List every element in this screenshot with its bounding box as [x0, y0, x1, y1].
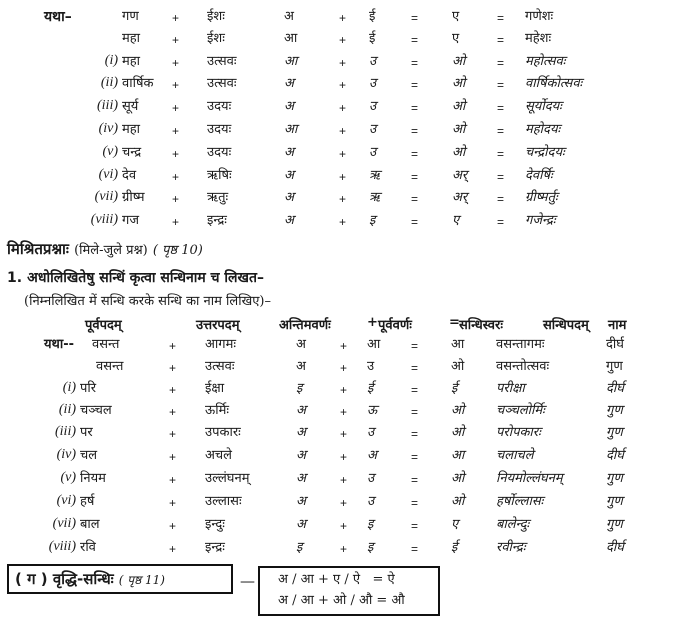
uttarapadam-cell: ईक्षा [205, 381, 225, 396]
purvavarna-cell: उ [367, 359, 375, 374]
equals-sign: = [411, 78, 419, 92]
plus-sign: + [339, 124, 347, 138]
result-word: महोदयः [525, 122, 561, 137]
result-vowel: ओ [452, 122, 466, 137]
equals-sign: = [497, 124, 505, 138]
initial-vowel: इ [369, 213, 376, 228]
equals-sign: = [497, 78, 505, 92]
plus-sign: + [340, 361, 348, 375]
plus-sign: + [172, 170, 180, 184]
row-number: (vii) [52, 516, 76, 531]
antimavarna-cell: अ [296, 359, 306, 374]
result-word: देवर्षिः [525, 168, 553, 183]
uttarapadam-cell: इन्दुः [205, 517, 225, 532]
first-word: सूर्य [122, 99, 139, 114]
result-word: चन्द्रोदयः [525, 145, 565, 160]
initial-vowel: उ [369, 122, 377, 137]
sandhisvara-cell: ओ [451, 425, 465, 440]
equals-sign: = [411, 215, 419, 229]
plus-sign: + [169, 473, 177, 487]
initial-vowel: उ [369, 54, 377, 69]
second-word: उदयः [207, 122, 232, 137]
mixed-title: मिश्रितप्रश्नाः [7, 240, 69, 258]
question-number: 1. [7, 270, 23, 286]
purvapadam-cell: रवि [80, 540, 96, 555]
vriddhi-rules-box [258, 566, 440, 616]
plus-sign: + [169, 450, 177, 464]
initial-vowel: ई [369, 31, 376, 46]
final-vowel: अ [284, 190, 294, 205]
second-word: उदयः [207, 99, 232, 114]
final-vowel: अ [284, 99, 294, 114]
equals-sign: = [411, 427, 419, 441]
antimavarna-cell: अ [296, 337, 306, 352]
sandhisvara-cell: आ [451, 448, 465, 463]
naam-cell: दीर्घ [606, 540, 624, 555]
sandhipadam-cell: परोपकारः [496, 425, 541, 440]
purvapadam-cell: वसन्त [92, 337, 120, 352]
header-equals: = [449, 315, 460, 330]
final-vowel: अ [284, 76, 294, 91]
plus-sign: + [339, 56, 347, 70]
result-vowel: ए [452, 31, 460, 46]
antimavarna-cell: इ [296, 381, 303, 396]
naam-cell: गुण [606, 425, 623, 440]
first-word: महा [122, 31, 141, 46]
antimavarna-cell: अ [296, 403, 306, 418]
plus-sign: + [340, 450, 348, 464]
equals-sign: = [411, 124, 419, 138]
plus-sign: + [340, 383, 348, 397]
plus-sign: + [339, 11, 347, 25]
final-vowel: अ [284, 9, 294, 24]
plus-sign: + [339, 170, 347, 184]
equals-sign: = [411, 33, 419, 47]
initial-vowel: उ [369, 145, 377, 160]
uttarapadam-cell: आगमः [205, 337, 237, 352]
plus-sign: + [172, 33, 180, 47]
result-word: वार्षिकोत्सवः [525, 76, 583, 91]
uttarapadam-cell: उपकारः [205, 425, 241, 440]
plus-sign: + [172, 56, 180, 70]
row-number: (viii) [90, 212, 118, 227]
header-antimavarna: अन्तिमवर्णः [279, 318, 331, 333]
row-number: (vii) [94, 189, 118, 204]
final-vowel: आ [284, 31, 298, 46]
mixed-questions-heading [7, 239, 203, 259]
purvavarna-cell: इ [367, 517, 374, 532]
result-word: महोत्सवः [525, 54, 566, 69]
row-number: (iii) [97, 98, 118, 113]
antimavarna-cell: अ [296, 494, 306, 509]
uttarapadam-cell: ऊर्मिः [205, 403, 229, 418]
plus-sign: + [340, 496, 348, 510]
equals-sign: = [411, 383, 419, 397]
result-vowel: अर् [452, 168, 468, 183]
sandhisvara-cell: ओ [451, 359, 465, 374]
row-number: (vi) [98, 167, 118, 182]
result-vowel: अर् [452, 190, 468, 205]
dash-separator: — [240, 572, 255, 590]
uttarapadam-cell: उल्लासः [205, 494, 242, 509]
equals-sign: = [411, 519, 419, 533]
mixed-subtitle: (मिले-जुले प्रश्न) [74, 243, 148, 258]
equals-sign: = [411, 192, 419, 206]
header-purvapadam: पूर्वपदम् [85, 318, 122, 333]
purvapadam-cell: चञ्चल [80, 403, 112, 418]
purvavarna-cell: उ [367, 425, 375, 440]
naam-cell: गुण [606, 403, 623, 418]
naam-cell: दीर्घ [606, 381, 624, 396]
sandhisvara-cell: ई [451, 381, 458, 396]
initial-vowel: उ [369, 99, 377, 114]
row-number: (iii) [55, 424, 76, 439]
equals-sign: = [497, 147, 505, 161]
plus-sign: + [172, 147, 180, 161]
second-word: इन्द्रः [207, 213, 227, 228]
equals-sign: = [411, 339, 419, 353]
row-number: (v) [102, 144, 118, 159]
equals-sign: = [411, 450, 419, 464]
first-word: महा [122, 54, 141, 69]
plus-sign: + [169, 361, 177, 375]
equals-sign: = [411, 473, 419, 487]
first-word: महा [122, 122, 141, 137]
plus-sign: + [339, 101, 347, 115]
plus-sign: + [169, 427, 177, 441]
purvapadam-cell: पर [80, 425, 93, 440]
initial-vowel: उ [369, 76, 377, 91]
plus-sign: + [340, 339, 348, 353]
vriddhi-rule-2: अ / आ + ओ / औ = औ [278, 593, 405, 608]
plus-sign: + [169, 519, 177, 533]
first-word: ग्रीष्म [122, 190, 145, 205]
purvavarna-cell: इ [367, 540, 374, 555]
plus-sign: + [169, 383, 177, 397]
first-word: देव [122, 168, 137, 183]
sandhipadam-cell: रवीन्द्रः [496, 540, 526, 555]
final-vowel: अ [284, 145, 294, 160]
plus-sign: + [340, 473, 348, 487]
vriddhi-heading-box [7, 564, 233, 594]
equals-sign: = [411, 405, 419, 419]
plus-sign: + [169, 405, 177, 419]
equals-sign: = [411, 147, 419, 161]
naam-cell: गुण [606, 494, 623, 509]
naam-cell: गुण [606, 471, 623, 486]
final-vowel: अ [284, 213, 294, 228]
plus-sign: + [339, 192, 347, 206]
sandhipadam-cell: हर्षोल्लासः [496, 494, 544, 509]
vriddhi-page-ref: ( पृष्ठ 11) [118, 573, 165, 587]
uttarapadam-cell: इन्द्रः [205, 540, 225, 555]
second-word: उदयः [207, 145, 232, 160]
final-vowel: आ [284, 122, 298, 137]
plus-sign: + [169, 339, 177, 353]
sandhipadam-cell: चलाचले [496, 448, 534, 463]
plus-sign: + [339, 33, 347, 47]
purvavarna-cell: उ [367, 471, 375, 486]
row-number: (ii) [58, 402, 76, 417]
question-1 [7, 267, 264, 287]
equals-sign: = [497, 215, 505, 229]
initial-vowel: ऋ [369, 190, 381, 205]
equals-sign: = [497, 33, 505, 47]
final-vowel: अ [284, 168, 294, 183]
initial-vowel: ई [369, 9, 376, 24]
sandhipadam-cell: बालेन्दुः [496, 517, 530, 532]
plus-sign: + [172, 124, 180, 138]
plus-sign: + [340, 542, 348, 556]
antimavarna-cell: इ [296, 540, 303, 555]
sandhisvara-cell: ए [451, 517, 459, 532]
second-word: ऋतुः [207, 190, 229, 205]
purvavarna-cell: ऊ [367, 403, 378, 418]
second-word: ईशः [207, 31, 225, 46]
plus-sign: + [172, 78, 180, 92]
equals-sign: = [411, 11, 419, 25]
naam-cell: दीर्घ [606, 337, 624, 352]
sandhipadam-cell: वसन्तागमः [496, 337, 545, 352]
example-label: यथा– [44, 9, 72, 25]
equals-sign: = [411, 170, 419, 184]
uttarapadam-cell: अचले [205, 448, 233, 463]
purvavarna-cell: ई [367, 381, 374, 396]
second-word: ऋषिः [207, 168, 232, 183]
header-sandhipadam: सन्धिपदम् [543, 318, 589, 333]
sandhisvara-cell: ई [451, 540, 458, 555]
purvapadam-cell: चल [80, 448, 98, 463]
row-number: (iv) [56, 447, 76, 462]
question-translation: (निम्नलिखित में सन्धि करके सन्धि का नाम लिखिए)– [24, 294, 271, 309]
result-word: महेशः [525, 31, 552, 46]
naam-cell: दीर्घ [606, 448, 624, 463]
vriddhi-rule-1: अ / आ + ए / ऐ = ऐ [278, 572, 395, 587]
second-word: उत्सवः [207, 76, 237, 91]
sandhipadam-cell: चञ्चलोर्मिः [496, 403, 545, 418]
second-word: ईशः [207, 9, 225, 24]
sandhisvara-cell: ओ [451, 403, 465, 418]
plus-sign: + [339, 78, 347, 92]
purvapadam-cell: वसन्त [96, 359, 124, 374]
naam-cell: गुण [606, 517, 623, 532]
purvavarna-cell: अ [367, 448, 377, 463]
equals-sign: = [411, 101, 419, 115]
row-number: (viii) [48, 539, 76, 554]
plus-sign: + [340, 519, 348, 533]
first-word: चन्द्र [122, 145, 142, 160]
sandhisvara-cell: आ [451, 337, 465, 352]
equals-sign: = [411, 56, 419, 70]
row-number: (v) [60, 470, 76, 485]
sandhipadam-cell: वसन्तोत्सवः [496, 359, 550, 374]
sandhisvara-cell: ओ [451, 471, 465, 486]
result-vowel: ओ [452, 54, 466, 69]
purvapadam-cell: नियम [80, 471, 106, 486]
result-word: सूर्योदयः [525, 99, 562, 114]
equals-sign: = [497, 170, 505, 184]
header-sandhisvara: सन्धिस्वरः [459, 318, 503, 333]
antimavarna-cell: अ [296, 448, 306, 463]
vriddhi-label: ( ग ) वृद्धि-सन्धिः [15, 570, 114, 588]
antimavarna-cell: अ [296, 517, 306, 532]
result-vowel: ए [452, 213, 460, 228]
naam-cell: गुण [606, 359, 623, 374]
final-vowel: आ [284, 54, 298, 69]
header-uttarapadam: उत्तरपदम् [196, 318, 240, 333]
plus-sign: + [340, 427, 348, 441]
plus-sign: + [340, 405, 348, 419]
second-word: उत्सवः [207, 54, 237, 69]
row-number: (iv) [98, 121, 118, 136]
header-purvavarna: पूर्ववर्णः [378, 318, 412, 333]
result-word: ग्रीष्मर्तुः [525, 190, 558, 205]
plus-sign: + [339, 147, 347, 161]
equals-sign: = [497, 11, 505, 25]
first-word: गज [122, 213, 139, 228]
row-number: (i) [62, 380, 76, 395]
equals-sign: = [411, 542, 419, 556]
result-word: गजेन्द्रः [525, 213, 556, 228]
plus-sign: + [172, 101, 180, 115]
plus-sign: + [172, 215, 180, 229]
equals-sign: = [497, 192, 505, 206]
sandhipadam-cell: नियमोल्लंघनम् [496, 471, 563, 486]
plus-sign: + [172, 11, 180, 25]
plus-sign: + [169, 496, 177, 510]
result-vowel: ओ [452, 76, 466, 91]
header-naam: नाम [608, 318, 627, 333]
header-plus: + [367, 315, 378, 330]
question-text: अधोलिखितेषु सन्धिं कृत्वा सन्धिनाम च लिखत– [27, 270, 264, 286]
first-word: वार्षिक [122, 76, 154, 91]
plus-sign: + [172, 192, 180, 206]
uttarapadam-cell: उत्सवः [205, 359, 235, 374]
sandhisvara-cell: ओ [451, 494, 465, 509]
purvavarna-cell: उ [367, 494, 375, 509]
sandhipadam-cell: परीक्षा [496, 381, 525, 396]
equals-sign: = [497, 56, 505, 70]
result-vowel: ओ [452, 99, 466, 114]
row-number: (ii) [100, 75, 118, 90]
equals-sign: = [497, 101, 505, 115]
antimavarna-cell: अ [296, 425, 306, 440]
uttarapadam-cell: उल्लंघनम् [205, 471, 250, 486]
antimavarna-cell: अ [296, 471, 306, 486]
row-number: (vi) [56, 493, 76, 508]
plus-sign: + [339, 215, 347, 229]
purvapadam-cell: हर्ष [80, 494, 95, 509]
page-reference: ( पृष्ठ 10) [152, 243, 203, 258]
first-word: गण [122, 9, 139, 24]
result-vowel: ओ [452, 145, 466, 160]
purvapadam-cell: परि [80, 381, 97, 396]
equals-sign: = [411, 496, 419, 510]
purvavarna-cell: आ [367, 337, 381, 352]
result-word: गणेशः [525, 9, 554, 24]
purvapadam-cell: बाल [80, 517, 100, 532]
equals-sign: = [411, 361, 419, 375]
row-number: (i) [104, 53, 118, 68]
table-example-label: यथा-- [44, 337, 75, 352]
initial-vowel: ऋ [369, 168, 381, 183]
plus-sign: + [169, 542, 177, 556]
result-vowel: ए [452, 9, 460, 24]
